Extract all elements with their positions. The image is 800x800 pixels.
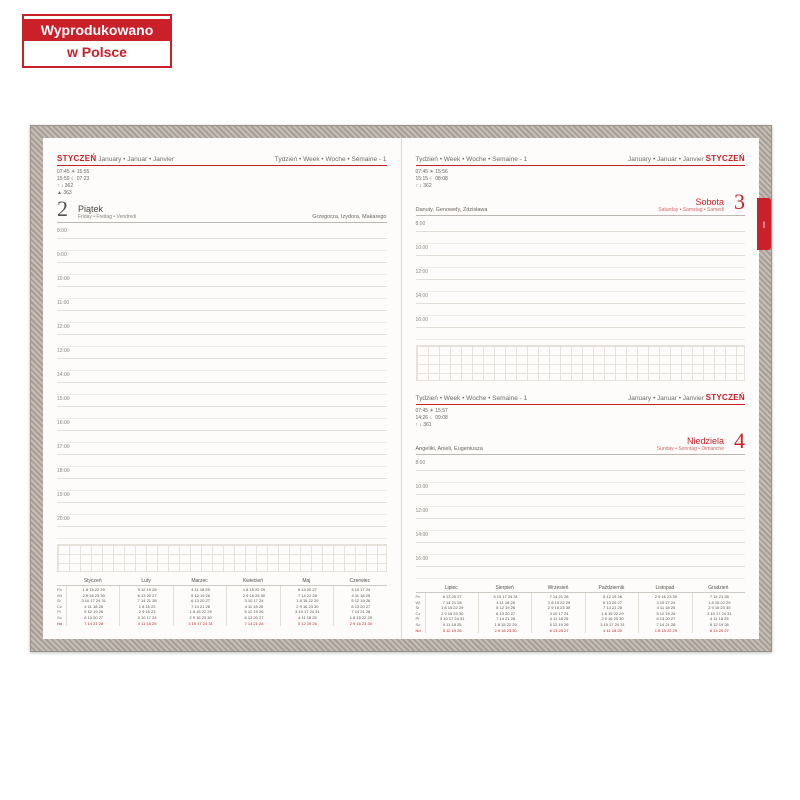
- calendar-cell: 4 11 18 25: [84, 603, 104, 609]
- calendar-week-row: [641, 628, 690, 634]
- hour-row: [57, 275, 387, 287]
- calendar-cell: 7 14 21 28: [297, 592, 317, 598]
- hour-row-half: [57, 407, 387, 419]
- left-week-label: Tydzień • Week • Woche • Semaine - 1: [274, 156, 387, 163]
- calendar-cell: 7 14 21 28: [603, 605, 622, 611]
- hour-label: 10:00: [57, 276, 70, 282]
- hour-row: [416, 459, 746, 471]
- calendar-month-column: [333, 586, 386, 626]
- right-bottom-astro-block: [416, 408, 746, 429]
- calendar-week-row: [283, 621, 332, 627]
- hour-row: [57, 299, 387, 311]
- hour-label: 12:00: [415, 508, 429, 514]
- calendar-month-column: [66, 586, 119, 626]
- hour-label: 14:00: [415, 532, 429, 538]
- hour-row-half: [57, 455, 387, 467]
- calendar-cell: 3 10 17 24 31: [439, 616, 465, 622]
- right-bottom-astro-line-1: 14:26 ☾ 09:08: [415, 415, 448, 421]
- right-calendar-months: [416, 585, 746, 592]
- left-hour-list: [57, 227, 387, 539]
- hour-label: 18:00: [57, 468, 70, 474]
- calendar-month-column: [478, 593, 531, 633]
- calendar-cell: 5 12 19 26: [191, 592, 210, 598]
- hour-row: [57, 467, 387, 479]
- calendar-cell: 4 11 18 25: [137, 620, 157, 626]
- calendar-cell: 6 13 20 27: [84, 614, 104, 620]
- calendar-cell: 2 9 16 23 30: [242, 592, 266, 598]
- left-note-grid: [57, 544, 387, 572]
- hour-row-half: [416, 519, 746, 531]
- hour-label: 16:00: [415, 317, 429, 323]
- hour-row: [57, 347, 387, 359]
- calendar-cell: 6 13 20 27: [442, 594, 462, 599]
- hour-row: [416, 244, 746, 256]
- badge-line-2: w Polsce: [67, 44, 127, 60]
- calendar-cell: 1 8 15 22 29: [349, 614, 372, 620]
- hour-label: 19:00: [57, 492, 70, 498]
- left-month-langs: January • Januar • Janvier: [98, 156, 174, 163]
- calendar-month-label: Październik: [598, 585, 625, 591]
- calendar-week-row: [588, 628, 637, 634]
- left-name-days: Grzegorza, Izydora, Makarego: [312, 214, 387, 220]
- calendar-cell: 4 11 18 25: [298, 614, 317, 620]
- hour-row-half: [57, 263, 387, 275]
- hour-row-half: [57, 503, 387, 515]
- calendar-cell: 1 8 15 22 29: [654, 627, 678, 633]
- daycol-label: So: [57, 614, 62, 620]
- hour-row-half: [57, 479, 387, 491]
- calendar-cell: 1 8 15 22 29: [189, 609, 212, 615]
- left-day-sub: Friday • Freitag • Vendredi: [78, 214, 137, 220]
- calendar-week-row: [229, 621, 278, 627]
- left-page: [43, 138, 402, 639]
- daycol-label: Śr: [57, 598, 61, 604]
- calendar-cell: 4 11 18 25: [191, 587, 210, 592]
- calendar-cell: 6 13 20 27: [351, 603, 371, 609]
- right-top-header: [416, 154, 746, 163]
- right-top-day-row: [416, 191, 746, 213]
- calendar-cell: 6 13 20 27: [137, 592, 157, 598]
- right-top-hour-list: [416, 220, 746, 340]
- calendar-cell: 3 10 17 24 31: [295, 609, 320, 615]
- right-bottom-langs: January • Januar • Janvier: [628, 395, 704, 402]
- right-top-rule: [416, 165, 746, 166]
- right-bottom-astro-line-2: ↑ ↓ 361: [415, 422, 432, 428]
- right-top-note-grid: [416, 345, 746, 381]
- calendar-month-label: Grudzień: [708, 585, 729, 591]
- calendar-cell: 5 12 19 26: [297, 620, 317, 626]
- calendar-cell: 4 11 18 25: [603, 627, 622, 633]
- made-in-poland-badge: [22, 14, 172, 68]
- hour-row: [57, 251, 387, 263]
- hour-label: 16:00: [415, 556, 429, 562]
- calendar-cell: 7 14 21 28: [496, 616, 516, 622]
- right-top-astro-line-1: 15:15 ☾ 08:08: [415, 176, 448, 182]
- calendar-cell: 7 14 21 28: [656, 621, 676, 627]
- calendar-month-label: Styczeń: [83, 578, 102, 584]
- calendar-week-row: [176, 621, 225, 627]
- calendar-week-row: [695, 628, 744, 634]
- right-bottom-week-label: Tydzień • Week • Woche • Semaine - 1: [415, 395, 528, 402]
- calendar-month-label: Sierpień: [495, 585, 514, 591]
- calendar-cell: 4 11 18 25: [244, 603, 264, 609]
- calendar-cell: 5 12 19 26: [137, 587, 157, 592]
- calendar-cell: 3 10 17 24 31: [600, 621, 625, 627]
- calendar-cell: 5 12 19 26: [549, 621, 569, 627]
- right-top-astro-line-0: 07:45 ☀ 15:56: [415, 169, 448, 175]
- left-calendar-monthcols: [66, 586, 387, 626]
- calendar-cell: 5 12 19 26: [709, 621, 729, 627]
- calendar-month-label: Czerwiec: [349, 578, 371, 584]
- hour-label: 10:00: [415, 245, 429, 251]
- left-day-name: Piątek: [78, 204, 104, 214]
- left-day-rule: [57, 222, 387, 223]
- hour-row: [416, 531, 746, 543]
- calendar-month-column: [425, 593, 478, 633]
- calendar-cell: 5 12 19 26: [656, 610, 676, 616]
- right-bottom-day-sub: Sunday • Sonntag • Dimanche: [656, 446, 724, 452]
- calendar-week-row: [534, 628, 583, 634]
- calendar-cell: 5 12 19 26: [244, 609, 264, 615]
- right-top-day-rule: [416, 215, 746, 216]
- left-astro-block: [57, 169, 89, 197]
- hour-row-half: [57, 311, 387, 323]
- calendar-cell: 4 11 18 25: [549, 616, 569, 622]
- hour-row-half: [416, 567, 746, 579]
- hour-row: [57, 491, 387, 503]
- calendar-cell: 7 14 21 28: [442, 599, 462, 605]
- hour-row-half: [57, 335, 387, 347]
- calendar-cell: 2 9 16 23 30: [547, 605, 571, 611]
- hour-row-half: [57, 431, 387, 443]
- calendar-month-column: [531, 593, 584, 633]
- planner-pages: [43, 138, 766, 639]
- calendar-cell: 7 14 21 28: [709, 594, 729, 599]
- hour-row: [416, 220, 746, 232]
- calendar-cell: 6 13 20 27: [297, 587, 317, 592]
- calendar-month-label: Wrzesień: [547, 585, 569, 591]
- calendar-cell: 1 8 15 22 29: [242, 587, 266, 592]
- calendar-month-label: Luty: [141, 578, 151, 584]
- calendar-cell: 3 10 17 24: [656, 599, 676, 605]
- calendar-week-row: [336, 621, 385, 627]
- left-astro-line-0: 07:45 ☀ 15:55: [57, 169, 90, 175]
- calendar-cell: 1 8 15 22 29: [296, 598, 319, 604]
- right-bottom-header: [416, 393, 746, 402]
- calendar-cell: 3 10 17 24 31: [188, 620, 213, 626]
- hour-row: [57, 443, 387, 455]
- calendar-cell: 5 12 19 26: [351, 598, 371, 604]
- right-bottom-day-row: [416, 430, 746, 452]
- right-year-calendar: [416, 585, 746, 633]
- month-marker-label: I: [762, 220, 766, 230]
- calendar-cell: 5 12 19 26: [84, 609, 104, 615]
- calendar-cell: 3 10 17 24 31: [707, 610, 732, 616]
- calendar-cell: 2 9 16 23 30: [82, 592, 105, 598]
- calendar-cell: 5 12 19 26: [603, 594, 622, 599]
- calendar-month-label: Listopad: [655, 585, 675, 591]
- hour-row-half: [416, 232, 746, 244]
- calendar-cell: 7 14 21 28: [351, 609, 371, 615]
- calendar-cell: 6 13 20 27: [191, 598, 210, 604]
- calendar-month-column: [280, 586, 333, 626]
- hour-row-half: [57, 383, 387, 395]
- hour-label: 8:00: [415, 460, 426, 466]
- hour-label: 16:00: [57, 420, 70, 426]
- hour-row-half: [57, 287, 387, 299]
- left-day-row: [57, 198, 387, 220]
- right-top-langs: January • Januar • Janvier: [628, 156, 704, 163]
- calendar-cell: 4 11 18 25: [710, 616, 729, 622]
- left-month-label: STYCZEŃ: [57, 154, 97, 163]
- hour-row: [416, 555, 746, 567]
- right-page: [402, 138, 766, 639]
- month-marker-tab[interactable]: [757, 198, 771, 250]
- calendar-cell: 6 13 20 27: [656, 616, 676, 622]
- calendar-cell: 1 8 15 22 29: [547, 599, 571, 605]
- hour-row: [57, 227, 387, 239]
- hour-row: [416, 268, 746, 280]
- daycol-label: Nd: [57, 620, 63, 626]
- left-header-rule: [57, 165, 387, 166]
- left-astro-line-3: ▲ 363: [57, 190, 72, 196]
- calendar-month-column: [692, 593, 745, 633]
- right-bottom-day-number: 4: [734, 428, 745, 453]
- calendar-cell: 3 10 17 24: [137, 614, 157, 620]
- calendar-cell: 2 9 16 23 30: [349, 620, 372, 626]
- hour-row: [57, 419, 387, 431]
- calendar-cell: 2 9 16 23 30: [601, 616, 624, 622]
- calendar-week-row: [69, 621, 118, 627]
- right-top-astro-line-2: ↑ ↓ 362: [415, 183, 432, 189]
- right-top-month-label: STYCZEŃ: [705, 154, 745, 163]
- hour-row: [416, 483, 746, 495]
- calendar-cell: 7 14 21 28: [549, 594, 569, 599]
- hour-label: 12:00: [57, 324, 70, 330]
- hour-row-half: [416, 304, 746, 316]
- calendar-month-column: [638, 593, 691, 633]
- right-top-day-sub: Saturday • Samstag • Samedi: [658, 207, 724, 213]
- calendar-cell: 4 11 18 25: [442, 621, 462, 627]
- daycol-label: Nd: [415, 627, 421, 633]
- hour-row-half: [416, 280, 746, 292]
- right-bottom-day-rule: [416, 454, 746, 455]
- calendar-cell: 1 8 15 22 29: [708, 599, 731, 605]
- calendar-month-column: [173, 586, 226, 626]
- calendar-cell: 2 9 16 23 30: [494, 627, 517, 633]
- daycol-label: Pt: [415, 616, 420, 622]
- calendar-cell: 7 14 21 28: [244, 620, 264, 626]
- right-bottom-astro-line-0: 07:45 ☀ 15:57: [415, 408, 448, 414]
- calendar-cell: 2 9 16 23 30: [708, 605, 731, 611]
- calendar-cell: 5 12 19 26: [496, 605, 516, 611]
- left-calendar-months: [57, 578, 387, 585]
- calendar-cell: 4 11 18 25: [351, 592, 371, 598]
- hour-label: 20:00: [57, 516, 70, 522]
- calendar-cell: 6 13 20 27: [496, 610, 516, 616]
- daycol-label: So: [415, 621, 421, 627]
- calendar-cell: 5 12 19 26: [442, 627, 462, 633]
- hour-label: 10:00: [415, 484, 429, 490]
- calendar-cell: 2 9 16 23 30: [441, 610, 464, 616]
- right-top-day-name: Sobota: [695, 197, 724, 207]
- left-calendar-body: [57, 585, 387, 626]
- calendar-cell: 6 13 20 27: [709, 627, 729, 633]
- hour-label: 9:00: [57, 252, 67, 258]
- calendar-cell: 2 9 16 23 30: [654, 594, 678, 599]
- calendar-cell: 7 14 21 28: [191, 603, 210, 609]
- calendar-cell: 4 11 18 25: [496, 599, 515, 605]
- left-page-header: [57, 154, 387, 163]
- right-top-day-number: 3: [734, 189, 745, 214]
- calendar-month-column: [119, 586, 172, 626]
- left-astro-line-2: ↑ ↓ 362: [57, 183, 74, 189]
- hour-row: [416, 292, 746, 304]
- calendar-month-label: Maj: [302, 578, 311, 584]
- hour-label: 8:00: [415, 221, 426, 227]
- daycol-label: Pn: [57, 587, 62, 592]
- hour-label: 11:00: [57, 300, 70, 306]
- left-astro-line-1: 15:59 ☾ 07:23: [57, 176, 90, 182]
- calendar-month-label: Marzec: [191, 578, 208, 584]
- calendar-cell: 1 8 15 22 29: [601, 610, 624, 616]
- hour-row-half: [416, 543, 746, 555]
- left-calendar-daycol: [57, 586, 66, 626]
- hour-row-half: [57, 527, 387, 539]
- right-top-name-days: Danuty, Genowefy, Zdzisława: [415, 207, 488, 213]
- hour-row: [57, 395, 387, 407]
- calendar-week-row: [428, 628, 477, 634]
- right-bottom-month-label: STYCZEŃ: [705, 393, 745, 402]
- right-bottom-day-name: Niedziela: [686, 436, 724, 446]
- right-bottom-rule: [416, 404, 746, 405]
- daycol-label: Cz: [415, 610, 421, 616]
- hour-label: 17:00: [57, 444, 70, 450]
- hour-row-half: [416, 256, 746, 268]
- right-top-astro-block: [416, 169, 746, 190]
- hour-label: 14:00: [415, 293, 429, 299]
- calendar-month-label: Lipiec: [444, 585, 458, 591]
- badge-line-1: Wyprodukowano: [24, 19, 170, 41]
- hour-row: [57, 515, 387, 527]
- calendar-month-column: [226, 586, 279, 626]
- calendar-cell: 3 10 17 24: [549, 610, 569, 616]
- calendar-week-row: [481, 628, 530, 634]
- calendar-cell: 3 10 17 24: [244, 598, 264, 604]
- daycol-label: Wt: [57, 592, 62, 598]
- hour-label: 14:00: [57, 372, 70, 378]
- calendar-cell: 2 9 16 23: [138, 609, 156, 615]
- right-bottom-hour-list: [416, 459, 746, 579]
- hour-label: 13:00: [57, 348, 70, 354]
- hour-row: [57, 323, 387, 335]
- hour-row-half: [416, 328, 746, 340]
- calendar-cell: 3 10 17 24 31: [81, 598, 106, 604]
- daycol-label: Pn: [415, 594, 421, 599]
- calendar-month-column: [585, 593, 638, 633]
- calendar-cell: 7 14 21 28: [84, 620, 104, 626]
- hour-label: 8:00: [57, 228, 67, 234]
- right-bottom-name-days: Angeliki, Anieli, Eugeniusza: [415, 446, 483, 452]
- daycol-label: Cz: [57, 603, 62, 609]
- calendar-month-label: Kwiecień: [242, 578, 263, 584]
- hour-label: 15:00: [57, 396, 70, 402]
- calendar-cell: 6 13 20 27: [549, 627, 569, 633]
- calendar-cell: 4 11 18 25: [656, 605, 676, 611]
- hour-row-half: [57, 359, 387, 371]
- calendar-cell: 1 8 15 22 29: [441, 605, 464, 611]
- calendar-cell: 3 10 17 24: [351, 587, 371, 592]
- calendar-cell: 7 14 21 28: [137, 598, 157, 604]
- hour-row: [416, 507, 746, 519]
- daycol-label: Śr: [415, 605, 420, 611]
- daycol-label: Wt: [415, 599, 421, 605]
- planner-book: [30, 125, 772, 652]
- calendar-cell: 6 13 20 27: [244, 614, 264, 620]
- calendar-week-row: [122, 621, 171, 627]
- hour-row-half: [416, 471, 746, 483]
- hour-row-half: [416, 495, 746, 507]
- hour-row: [416, 316, 746, 328]
- right-calendar-monthcols: [425, 593, 746, 633]
- hour-row: [57, 371, 387, 383]
- calendar-cell: 2 9 16 23 30: [189, 614, 212, 620]
- calendar-cell: 2 9 16 23 30: [296, 603, 319, 609]
- calendar-cell: 1 8 15 22: [138, 603, 156, 609]
- calendar-cell: 3 10 17 24 31: [493, 594, 518, 599]
- right-calendar-daycol: [416, 593, 425, 633]
- hour-label: 12:00: [415, 269, 429, 275]
- hour-row-half: [57, 239, 387, 251]
- daycol-label: Pt: [57, 609, 61, 615]
- left-day-number: 2: [57, 196, 68, 221]
- calendar-cell: 6 13 20 27: [603, 599, 622, 605]
- calendar-cell: 1 8 15 22 29: [494, 621, 517, 627]
- right-top-week-label: Tydzień • Week • Woche • Semaine - 1: [415, 156, 528, 163]
- calendar-cell: 1 8 15 22 29: [82, 587, 105, 592]
- right-calendar-body: [416, 592, 746, 633]
- left-year-calendar: [57, 578, 387, 626]
